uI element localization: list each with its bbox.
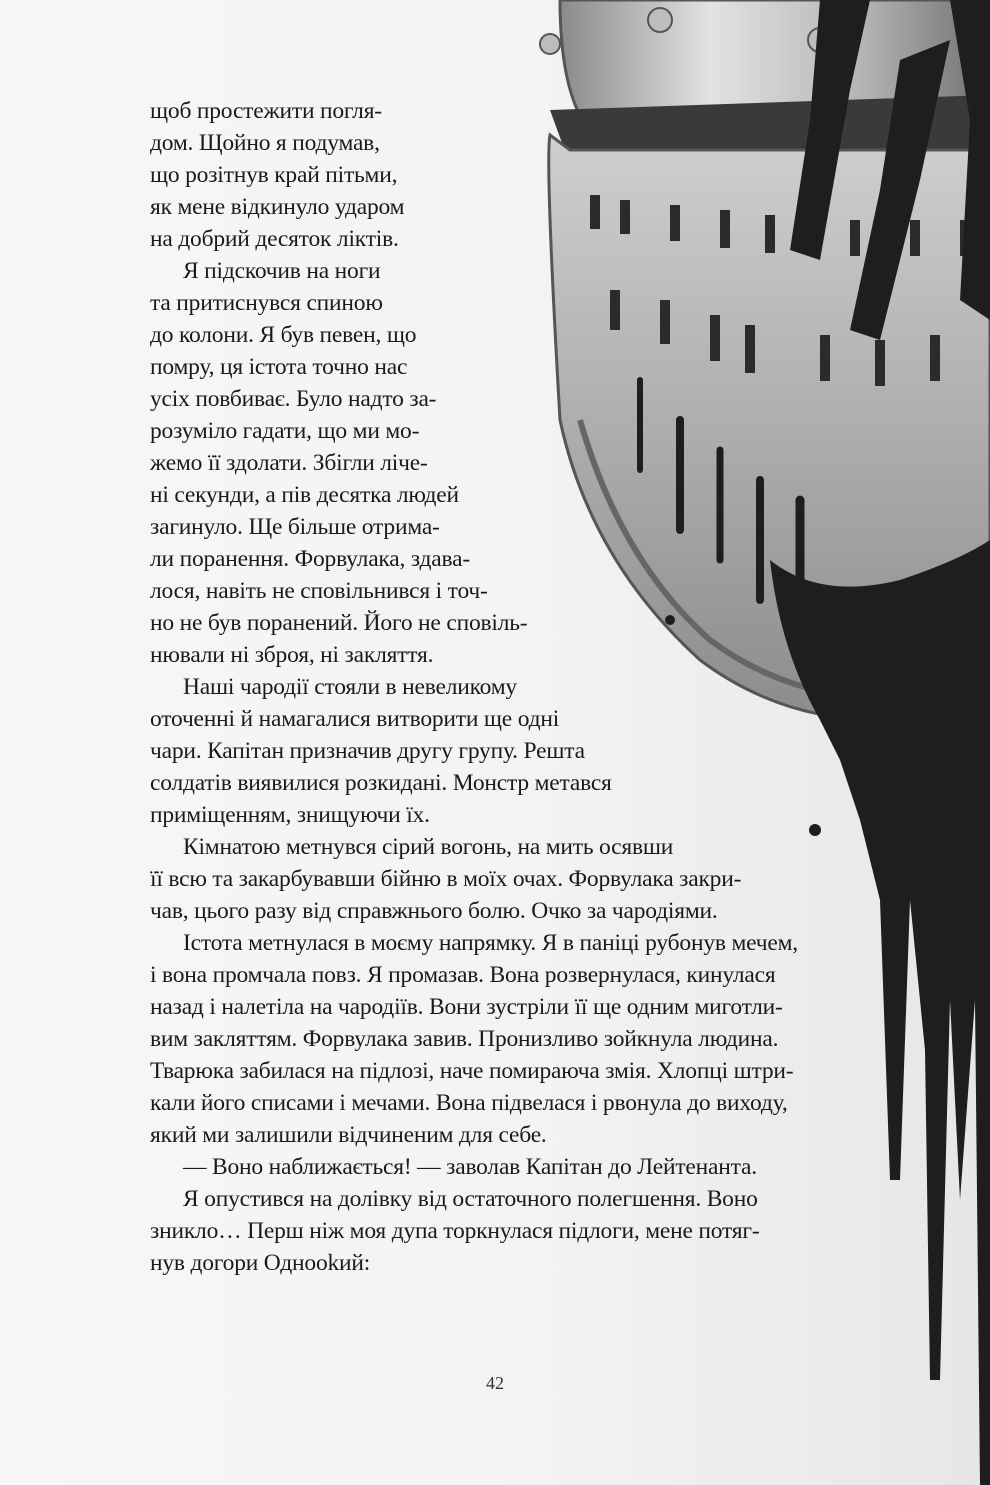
text-line: — Воно наближається! — заволав Капітан до Лейтенанта. bbox=[183, 1154, 757, 1180]
text-line: солдатів виявилися розкидані. Монстр метався bbox=[150, 770, 612, 796]
text-line: чари. Капітан призначив другу групу. Решта bbox=[150, 738, 585, 764]
text-line: лося, навіть не сповільнився і точ- bbox=[150, 578, 488, 604]
text-line: який ми залишили відчиненим для себе. bbox=[150, 1122, 547, 1148]
text-line: на добрий десяток ліктів. bbox=[150, 226, 399, 252]
text-line: зникло… Перш ніж моя дупа торкнулася підлоги, мене потяг- bbox=[150, 1218, 760, 1244]
text-line: помру, ця істота точно нас bbox=[150, 354, 408, 380]
text-line: Кімнатою метнувся сірий вогонь, на мить осявши bbox=[183, 834, 674, 860]
text-line: що розітнув край пітьми, bbox=[150, 162, 398, 188]
text-line: загинуло. Ще більше отрима- bbox=[150, 514, 440, 540]
text-line: і вона промчала повз. Я промазав. Вона розвернулася, кинулася bbox=[150, 962, 776, 988]
text-line: ні секунди, а пів десятка людей bbox=[150, 482, 459, 508]
text-line: назад і налетіла на чародіїв. Вони зустріли її ще одним миготли- bbox=[150, 994, 783, 1020]
page-number: 42 bbox=[486, 1373, 504, 1393]
text-line: її всю та закарбувавши бійню в моїх очах. Форвулака закри- bbox=[150, 866, 742, 892]
text-line: вим закляттям. Форвулака завив. Пронизливо зойкнула людина. bbox=[150, 1026, 779, 1052]
text-line: оточенні й намагалися витворити ще одні bbox=[150, 706, 560, 732]
text-line: Я підскочив на ноги bbox=[183, 258, 381, 284]
text-line: Я опустився на долівку від остаточного полегшення. Воно bbox=[183, 1186, 758, 1212]
text-line: нув догори Однookий: bbox=[150, 1250, 371, 1276]
text-line: до колони. Я був певен, що bbox=[150, 322, 417, 348]
text-line: розуміло гадати, що ми мо- bbox=[150, 418, 420, 444]
text-line: Істота метнулася в моєму напрямку. Я в паніці рубонув мечем, bbox=[183, 930, 798, 956]
text-line: ли поранення. Форвулака, здава- bbox=[150, 546, 470, 572]
text-line: но не був поранений. Його не сповіль- bbox=[150, 610, 528, 636]
text-line: чав, цього разу від справжнього болю. Очко за чародіями. bbox=[150, 898, 718, 924]
text-line: нювали ні зброя, ні закляття. bbox=[150, 642, 434, 668]
text-line: Наші чародії стояли в невеликому bbox=[183, 674, 517, 700]
text-line: кали його списами і мечами. Вона підвелася і рвонула до виходу, bbox=[150, 1090, 788, 1116]
text-line: як мене відкинуло ударом bbox=[150, 194, 405, 220]
text-line: усіх повбиває. Було надто за- bbox=[150, 386, 437, 412]
text-line: щоб простежити погля- bbox=[150, 98, 382, 124]
helmet-illustration bbox=[520, 0, 990, 1485]
text-line: та притиснувся спиною bbox=[150, 290, 383, 316]
text-line: дом. Щойно я подумав, bbox=[150, 130, 380, 156]
text-line: Тварюка забилася на підлозі, наче помираюча змія. Хлопці штри- bbox=[150, 1058, 794, 1084]
text-line: жемо її здолати. Збігли лічe- bbox=[150, 450, 428, 476]
text-line: приміщенням, знищуючи їх. bbox=[150, 802, 430, 828]
